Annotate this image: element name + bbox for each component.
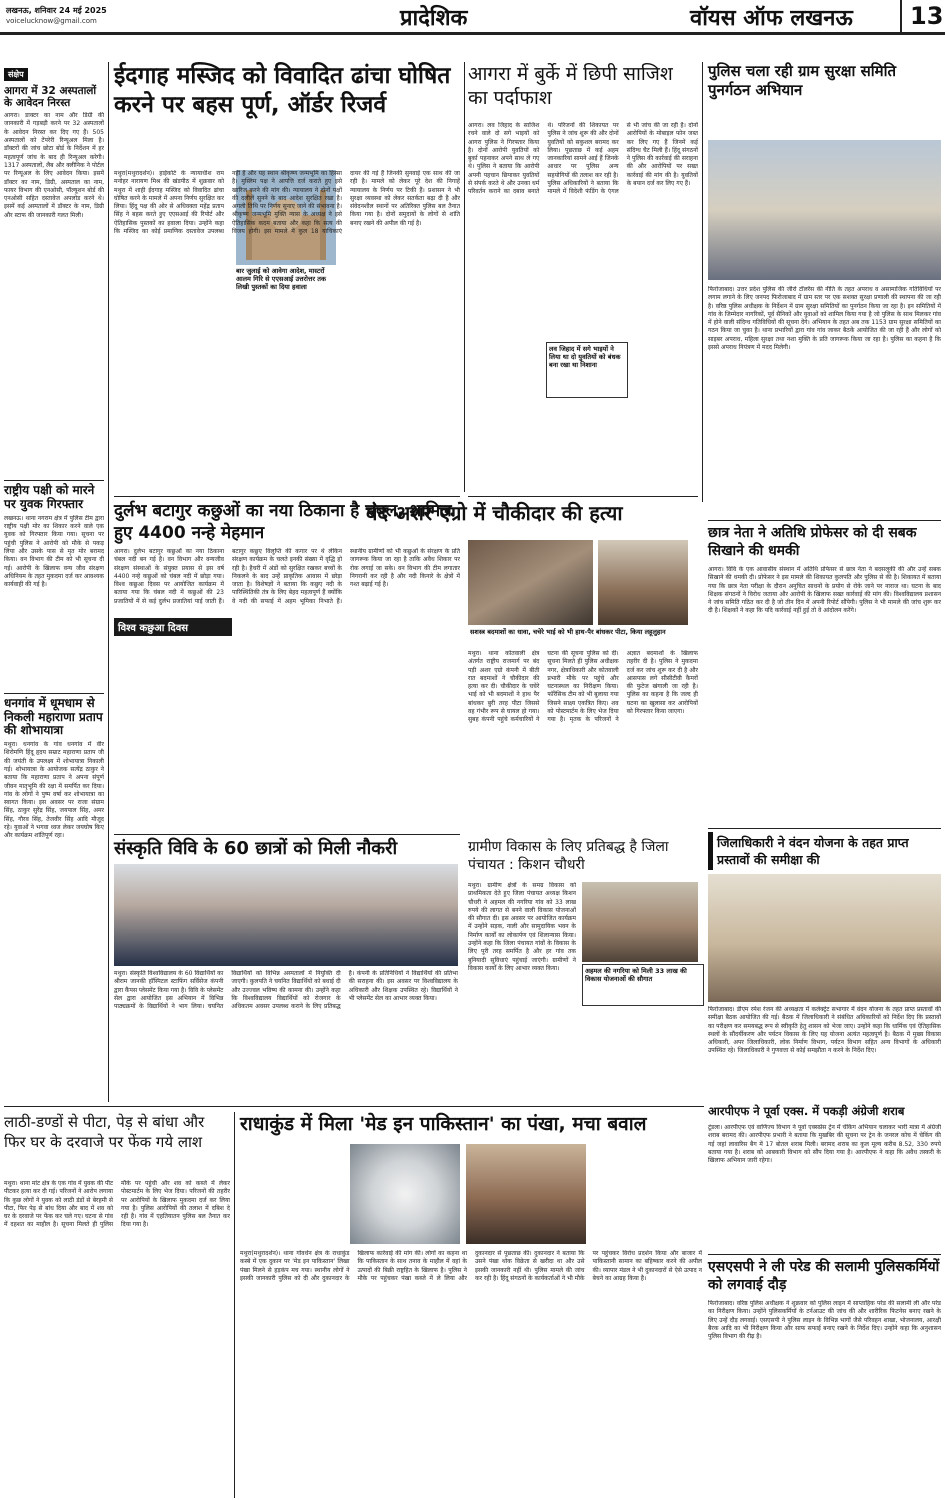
- radhakund-headline: राधाकुंड में मिला 'मेड इन पाकिस्तान' का पंखा, मचा बवाल: [240, 1113, 647, 1135]
- idgah-caption: बार जुलाई को आवेगा आदेश, मास्टरों आलम गिरि से एएसआई उत्तरोत्तर तक लिखी पुस्तकों का दिया हवाला: [236, 267, 326, 291]
- ssp-article: [708, 1258, 941, 1498]
- masthead-rule: [0, 32, 945, 35]
- chowkidar-photo: [468, 540, 593, 625]
- masthead-email: voicelucknow@gmail.com: [6, 17, 97, 25]
- rpf-body: टूंडला। आरपीएफ एवं वाणिज्य विभाग ने पूर्वा एक्सप्रेस ट्रेन में चेकिंग अभियान चलाकर भारी मात्रा में अंग्रेजी शराब बरामद की। आरपीएफ प्रभारी ने बताया कि मुखबिर की सूचना पर ट्रेन के जनरल कोच में चेकिंग की गई जहां लावारिस बैग में 17 बोतल शराब मिली। बरामद शराब का कुल मूल्य करीब 8.52, 330 रुपये बताया गया है। शराब को आबकारी विभाग को सौंप दिया गया है। आरपीएफ ने कहा कि अवैध तस्करी के खिलाफ अभियान जारी रहेगा।: [708, 1124, 941, 1165]
- radhakund-article: [240, 1112, 702, 1498]
- rpf-article: [708, 1104, 941, 1250]
- jiladhikari-photo: [708, 874, 941, 1002]
- brief-headline-3: धनगांव में धूमधाम से निकली महाराणा प्रताप की शोभायात्रा: [4, 695, 103, 738]
- gram-headline: पुलिस चला रही ग्राम सुरक्षा समिति पुनर्गठन अभियान: [708, 62, 897, 99]
- chowkidar-caption: सशस्त्र बदमाशों का धावा, चचेरे भाई को भी हाथ-पैर बांधकर पीटा, किया लहूलुहान: [470, 628, 666, 636]
- page-number: 13: [910, 2, 944, 30]
- rpf-headline: आरपीएफ ने पूर्वा एक्स. में पकड़ी अंग्रेजी शराब: [708, 1104, 905, 1118]
- brief-body-2: लखनऊ। थाना नगराम क्षेत्र में पुलिस टीम द्वारा राष्ट्रीय पक्षी मोर का शिकार करने वाले एक युवक को गिरफ्तार किया गया। सूचना पर पहुंची पुलिस ने आरोपी को मौके से पकड़ लिया और उसके पास से मृत मोर बरामद किया। वन विभाग की टीम को भी सूचना दी गई। आरोपी के खिलाफ वन्य जीव संरक्षण अधिनियम के तहत मुकदमा दर्ज कर आवश्यक कार्यवाही की गई है।: [4, 514, 104, 589]
- idgah-body: मथुरा(मथुरादर्शन)। हाईकोर्ट के न्यायाधीश राम मनोहर नारायण मिश्र की खंडपीठ में शुक्रवार को मथुरा में शाही ईदगाह मस्जिद को विवादित ढांचा घोषित करने के मामले में अपना निर्णय सुरक्षित कर लिया। हिंदू पक्ष की ओर से अधिवक्ता महेंद्र प्रताप सिंह ने बहस करते हुए एएसआई की रिपोर्ट और ऐतिहासिक पुस्तकों का हवाला दिया। उन्होंने कहा कि मस्जिद का कोई प्रमाणिक दस्तावेज उपलब्ध नहीं है और यह स्थान श्रीकृष्ण जन्मभूमि का हिस्सा है। मुस्लिम पक्ष ने आपत्ति दर्ज कराते हुए इसे खारिज करने की मांग की। न्यायालय ने दोनों पक्षों की दलीलें सुनने के बाद आदेश सुरक्षित रखा है। अगली तिथि पर निर्णय सुनाए जाने की संभावना है। श्रीकृष्ण जन्मभूमि मुक्ति न्यास के अध्यक्ष ने इसे ऐतिहासिक कदम बताया और कहा कि सत्य की विजय होगी। इस मामले में कुल 18 याचिकाएं दायर की गई हैं जिनकी सुनवाई एक साथ की जा रही है। मामले को लेकर पूरे देश की निगाहें न्यायालय के निर्णय पर टिकी हैं। प्रशासन ने भी सुरक्षा व्यवस्था को लेकर सतर्कता बढ़ा दी है और संवेदनशील स्थानों पर अतिरिक्त पुलिस बल तैनात किया गया है। दोनों समुदायों के लोगों से शांति बनाए रखने की अपील की गई है।: [114, 170, 460, 236]
- brief-headline-1: आगरा में 32 अस्पतालों के आवेदन निरस्त: [4, 85, 97, 110]
- radhakund-crowd-photo: [466, 1144, 586, 1244]
- radhakund-body: मथुरा(मथुरादर्शन)। थाना गोवर्धन क्षेत्र के राधाकुंड कस्बे में एक दुकान पर 'मेड इन पाकिस्तान' लिखा पंखा मिलने से हड़कंप मच गया। स्थानीय लोगों ने इसकी जानकारी पुलिस को दी और दुकानदार के खिलाफ कार्रवाई की मांग की। लोगों का कहना था कि पाकिस्तान के साथ तनाव के माहौल में वहां के उत्पादों की बिक्री राष्ट्रहित के खिलाफ है। पुलिस ने मौके पर पहुंचकर पंखा कब्जे में ले लिया और दुकानदार से पूछताछ की। दुकानदार ने बताया कि उसने पंखा थोक विक्रेता से खरीदा था और उसे इसकी जानकारी नहीं थी। पुलिस मामले की जांच कर रही है। हिंदू संगठनों के कार्यकर्ताओं ने भी मौके पर पहुंचकर विरोध प्रदर्शन किया और बाजार में पाकिस्तानी सामान का बहिष्कार करने की अपील की। व्यापार मंडल ने भी दुकानदारों से ऐसे उत्पाद न बेचने का आग्रह किया है।: [240, 1250, 702, 1282]
- gram-photo: [708, 140, 941, 280]
- gramin-headline: ग्रामीण विकास के लिए प्रतिबद्ध है जिला पंचायत : किशन चौधरी: [468, 839, 669, 873]
- sanskriti-article: [114, 838, 458, 1102]
- gramin-caption: अहमल की नगरिया को मिली 33 लाख की विकास योजनाओं की सौगात: [582, 964, 704, 1006]
- gram-body: फिरोजाबाद। उत्तर प्रदेश पुलिस की जीरो टॉलरेंस की नीति के तहत अपराध व असामाजिक गतिविधियों पर लगाम लगाने के लिए जनपद फिरोजाबाद में ग्राम स्तर पर एक सशक्त सुरक्षा प्रणाली की स्थापना की जा रही है। वरिष्ठ पुलिस अधीक्षक के निर्देशन में ग्राम सुरक्षा समितियों का पुनर्गठन किया जा रहा है। इन समितियों में गांव के जिम्मेदार नागरिकों, पूर्व सैनिकों और युवाओं को शामिल किया गया है जो पुलिस के साथ मिलकर गांव में होने वाली संदिग्ध गतिविधियों की सूचना देंगे। अभियान के तहत अब तक 1153 ग्राम सुरक्षा समितियों का गठन किया जा चुका है। थाना प्रभारियों द्वारा गांव गांव जाकर बैठकें आयोजित की जा रही हैं और लोगों को साइबर अपराध, महिला सुरक्षा तथा नशा मुक्ति के प्रति जागरूक किया जा रहा है। पुलिस का कहना है कि इससे अपराध नियंत्रण में मदद मिलेगी।: [708, 286, 941, 352]
- ssp-body: फिरोजाबाद। वरिष्ठ पुलिस अधीक्षक ने शुक्रवार को पुलिस लाइन में साप्ताहिक परेड की सलामी ली और परेड का निरीक्षण किया। उन्होंने पुलिसकर्मियों के टर्नआउट की जांच की और शारीरिक फिटनेस बनाए रखने के लिए उन्हें दौड़ लगवाई। एसएसपी ने पुलिस लाइन के विभिन्न भागों जैसे परिवहन शाखा, भोजनालय, आरक्षी बैरक आदि का भी निरीक्षण किया और साफ सफाई बनाए रखने के निर्देश दिए। उन्होंने कहा कि अनुशासन पुलिस विभाग की रीढ़ है।: [708, 1300, 941, 1341]
- chambal-headline: दुर्लभ बटागुर कछुओं का नया ठिकाना है चंबल, शामिल हुए 4400 नन्हे मेहमान: [114, 501, 452, 543]
- brief-body-1: आगरा। डाक्टर का नाम और डिग्री की जानकारी में गड़बड़ी करने पर 32 अस्पतालों के आवेदन निरस्त कर दिए गए हैं। 505 अस्पतालों को टेंपरेरी रिन्यूअल मिला है। डॉक्टरों की जांच छोटा बोर्ड के निर्देशन में हर महत्वपूर्ण जांच के बाद ही रिन्यूअल करेगी। 1317 अस्पतालों, लैब और क्लीनिक ने पोर्टल पर रिन्यूअल के लिए आवेदन किया। इसमें डॉक्टर का नाम, डिग्री, अस्पताल का नाम, फायर विभाग की एनओसी, पॉल्यूशन बोर्ड की एनओसी सहित दस्तावेज अपलोड करने थे। इसमें कई अस्पतालों में डॉक्टर के नाम, डिग्री और स्टाफ की जानकारी गलत मिली।: [4, 112, 104, 219]
- chowkidar-headline: बंद अशर एग्रो में चौकीदार की हत्या: [366, 501, 623, 525]
- lathi-body: मथुरा। थाना मांट क्षेत्र के एक गांव में युवक की पीट पीटकर हत्या कर दी गई। परिजनों ने आरोप लगाया कि कुछ लोगों ने युवक को लाठी डंडों से बेरहमी से पीटा, फिर पेड़ से बांध दिया और बाद में शव को घर के दरवाजे पर फेंक कर चले गए। घटना से गांव में दहशत का माहौल है। सूचना मिलते ही पुलिस मौके पर पहुंची और शव को कब्जे में लेकर पोस्टमार्टम के लिए भेज दिया। परिजनों की तहरीर पर आरोपियों के खिलाफ मुकदमा दर्ज कर लिया गया है। पुलिस आरोपियों की तलाश में दबिश दे रही है। गांव में एहतियातन पुलिस बल तैनात कर दिया गया है।: [4, 1180, 230, 1229]
- brief-tag: संक्षेप: [4, 68, 28, 81]
- chowkidar-body: मथुरा। थाना कोतवाली क्षेत्र अंतर्गत राष्ट्रीय राजमार्ग पर बंद पड़ी अशर एग्रो कंपनी में बीती रात बदमाशों ने चौकीदार की हत्या कर दी। चौकीदार के चचेरे भाई को भी बदमाशों ने हाथ पैर बांधकर बुरी तरह पीटा जिससे वह गंभीर रूप से घायल हो गया। सुबह कंपनी पहुंचे कर्मचारियों ने घटना की सूचना पुलिस को दी। सूचना मिलते ही पुलिस अधीक्षक नगर, क्षेत्राधिकारी और कोतवाली प्रभारी मौके पर पहुंचे और घटनास्थल का निरीक्षण किया। फॉरेंसिक टीम को भी बुलाया गया जिसने साक्ष्य एकत्रित किए। शव को पोस्टमार्टम के लिए भेज दिया गया है। मृतक के परिजनों ने अज्ञात बदमाशों के खिलाफ तहरीर दी है। पुलिस ने मुकदमा दर्ज कर जांच शुरू कर दी है और आसपास लगे सीसीटीवी कैमरों की फुटेज खंगाली जा रही है। पुलिस का कहना है कि जल्द ही घटना का खुलासा कर आरोपियों को गिरफ्तार किया जाएगा।: [468, 650, 698, 724]
- idgah-headline: ईदगाह मस्जिद को विवादित ढांचा घोषित करने पर बहस पूर्ण, ऑर्डर रिजर्व: [114, 63, 451, 118]
- gramin-article: [468, 838, 698, 1102]
- jiladhikari-headline: जिलाधिकारी ने वंदन योजना के तहत प्राप्त प्रस्तावों की समीक्षा की: [708, 832, 941, 870]
- idgah-article: [114, 62, 460, 492]
- chowkidar-article: [360, 500, 698, 830]
- jiladhikari-article: [708, 832, 941, 1102]
- lathi-headline: लाठी-डण्डों से पीटा, पेड़ से बांधा और फिर घर के दरवाजे पर फेंक गये लाश: [4, 1113, 205, 1151]
- chambal-body: आगरा। दुर्लभ बटागुर कछुओं का नया ठिकाना चंबल नदी बन गई है। वन विभाग और वन्यजीव संरक्षण संस्थाओं के संयुक्त प्रयास से इस वर्ष 4400 नन्हे कछुओं को चंबल नदी में छोड़ा गया। विश्व कछुआ दिवस पर आयोजित कार्यक्रम में बताया गया कि चंबल नदी में कछुओं की 23 प्रजातियों में से कई दुर्लभ प्रजातियां पाई जाती हैं। बटागुर कछुए विलुप्ति की कगार पर थे लेकिन संरक्षण कार्यक्रम के चलते इनकी संख्या में वृद्धि हो रही है। हैचरी में अंडों को सुरक्षित रखकर बच्चों के निकलने के बाद उन्हें प्राकृतिक आवास में छोड़ा जाता है। विशेषज्ञों ने बताया कि कछुए नदी के पारिस्थितिकी तंत्र के लिए बेहद महत्वपूर्ण हैं क्योंकि वे नदी की सफाई में अहम भूमिका निभाते हैं। स्थानीय ग्रामीणों को भी कछुओं के संरक्षण के प्रति जागरूक किया जा रहा है ताकि अवैध शिकार पर रोक लगाई जा सके। वन विभाग की टीम लगातार निगरानी कर रही है और नदी किनारे के क्षेत्रों में गश्त बढ़ाई गई है।: [114, 548, 460, 605]
- chhatra-article: [708, 524, 941, 824]
- ssp-headline: एसएसपी ने ली परेड की सलामी पुलिसकर्मियों को लगवाई दौड़: [708, 1259, 940, 1293]
- section-title: प्रादेशिक: [400, 5, 468, 31]
- gramin-body: मथुरा। ग्रामीण क्षेत्रों के समग्र विकास को प्राथमिकता देते हुए जिला पंचायत अध्यक्ष किशन चौधरी ने अहमल की नगरिया गांव को 33 लाख रुपये की लागत से बनने वाली विकास योजनाओं की सौगात दी। इस अवसर पर आयोजित कार्यक्रम में उन्होंने सड़क, नाली और सामुदायिक भवन के निर्माण कार्यों का लोकार्पण एवं शिलान्यास किया। उन्होंने कहा कि जिला पंचायत गांवों के विकास के लिए पूरी तरह समर्पित है और हर गांव तक बुनियादी सुविधाएं पहुंचाई जाएंगी। ग्रामीणों ने विकास कार्यों के लिए आभार व्यक्त किया।: [468, 882, 576, 972]
- gram-article: [708, 62, 941, 517]
- chambal-box-label: विश्व कछुआ दिवस: [114, 618, 232, 636]
- agra-headline: आगरा में बुर्के में छिपी साजिश का पर्दाफाश: [468, 63, 673, 109]
- sanskriti-headline: संस्कृति विवि के 60 छात्रों को मिली नौकरी: [114, 838, 398, 859]
- chhatra-headline: छात्र नेता ने अतिथि प्रोफेसर को दी सबक सिखाने की धमकी: [708, 525, 917, 559]
- agra-article: [468, 62, 698, 492]
- chhatra-body: आगरा। विवि के एक आवासीय संस्थान में अतिथि प्रोफेसर से छात्र नेता ने बदसलूकी की और उन्हें सबक सिखाने की धमकी दी। प्रोफेसर ने इस मामले की शिकायत कुलपति और पुलिस से की है। शिकायत में बताया गया कि छात्र नेता परीक्षा के दौरान अनुचित साधनों के प्रयोग से रोके जाने पर नाराज था। घटना के बाद शिक्षक संगठनों ने विरोध जताया और आरोपी के खिलाफ सख्त कार्रवाई की मांग की। विश्वविद्यालय प्रशासन ने जांच समिति गठित कर दी है जो तीन दिन में अपनी रिपोर्ट सौंपेगी। पुलिस ने भी मामले की जांच शुरू कर दी है। शिक्षकों ने कहा कि यदि कार्रवाई नहीं हुई तो वे आंदोलन करेंगे।: [708, 566, 941, 615]
- masthead-date: लखनऊ, शनिवार 24 मई 2025: [6, 6, 107, 15]
- sanskriti-body: मथुरा। संस्कृति विश्वविद्यालय के 60 विद्यार्थियों का श्रीराम जानकी हॉस्पिटल स्टाफिंग सर्विसेज कंपनी द्वारा कैंपस प्लेसमेंट किया गया है। विवि के प्लेसमेंट सेल द्वारा आयोजित इस अभियान में विभिन्न पाठ्यक्रमों के विद्यार्थियों ने भाग लिया। चयनित विद्यार्थियों को विभिन्न अस्पतालों में नियुक्ति दी जाएगी। कुलपति ने चयनित विद्यार्थियों को बधाई दी और उज्ज्वल भविष्य की कामना की। उन्होंने कहा कि विश्वविद्यालय विद्यार्थियों को रोजगार के अधिकतम अवसर उपलब्ध कराने के लिए प्रतिबद्ध है। कंपनी के प्रतिनिधियों ने विद्यार्थियों की प्रतिभा की सराहना की। इस अवसर पर विश्वविद्यालय के अधिकारी और शिक्षक उपस्थित रहे। विद्यार्थियों ने भी प्लेसमेंट सेल का आभार व्यक्त किया।: [114, 970, 458, 1011]
- radhakund-fan-photo: [350, 1144, 460, 1244]
- victim-photo: [598, 540, 688, 625]
- brief-column: [4, 62, 104, 1102]
- brief-headline-2: राष्ट्रीय पक्षी को मारने पर युवक गिरफ्तार: [4, 483, 95, 511]
- agra-body: आगरा। लव जिहाद के साजिश रचने वाले दो सगे भाइयों को आगरा पुलिस ने गिरफ्तार किया है। दोनों आरोपी युवतियों को बुर्का पहनाकर अपने साथ ले गए थे। पुलिस ने बताया कि आरोपी अपनी पहचान छिपाकर युवतियों से संपर्क करते थे और उनका धर्म परिवर्तन कराने का दबाव बनाते थे। परिजनों की शिकायत पर पुलिस ने जांच शुरू की और दोनों युवतियों को सकुशल बरामद कर लिया। पूछताछ में कई अहम जानकारियां सामने आई हैं जिनके आधार पर पुलिस अन्य सहयोगियों की तलाश कर रही है। पुलिस अधिकारियों ने बताया कि मामले में विदेशी फंडिंग के एंगल से भी जांच की जा रही है। दोनों आरोपियों के मोबाइल फोन जब्त कर लिए गए हैं जिनमें कई संदिग्ध चैट मिली हैं। हिंदू संगठनों ने पुलिस की कार्रवाई की सराहना की और आरोपियों पर सख्त कार्रवाई की मांग की है। युवतियों के बयान दर्ज कर लिए गए हैं।: [468, 122, 698, 196]
- agra-caption: लव जिहाद में सगे भाइयों ने लिया था दो युवतियों को बंधक बना रखा था निशाना: [546, 342, 628, 398]
- masthead: [0, 0, 945, 40]
- brief-body-3: मथुरा। धनगांव के गांव धनगांव में वीर शिरोमणि हिंदू हृदय सम्राट महाराणा प्रताप जी की जयंती के उपलक्ष्य में शोभायात्रा निकाली गई। शोभायात्रा के आयोजक सत्येंद्र ठाकुर ने बताया कि महाराणा प्रताप ने अपना संपूर्ण जीवन मातृभूमि की रक्षा में समर्पित कर दिया। गांव के लोगों ने पुष्प वर्षा कर शोभायात्रा का स्वागत किया। इस अवसर पर राजा संग्राम सिंह, ठाकुर सुरेंद्र सिंह, जयपाल सिंह, अमर सिंह, गौरव सिंह, तेजवीर सिंह आदि मौजूद रहे। युवाओं ने भगवा ध्वज लेकर जयघोष किए और कार्यक्रम शांतिपूर्ण रहा।: [4, 741, 104, 840]
- gramin-photo: [582, 882, 698, 962]
- sanskriti-photo: [114, 864, 458, 966]
- jiladhikari-body: फिरोजाबाद। डीएम रमेश रंजन की अध्यक्षता में कलेक्ट्रेट सभागार में वंदन योजना के तहत प्राप्त प्रस्तावों की समीक्षा बैठक आयोजित की गई। बैठक में जिलाधिकारी ने संबंधित अधिकारियों को निर्देश दिए कि प्रस्तावों का परीक्षण कर समयबद्ध रूप से स्वीकृति हेतु शासन को भेजा जाए। उन्होंने कहा कि धार्मिक एवं ऐतिहासिक स्थलों के सौंदर्यीकरण और पर्यटन विकास के लिए यह योजना अत्यंत महत्वपूर्ण है। बैठक में मुख्य विकास अधिकारी, अपर जिलाधिकारी, लोक निर्माण विभाग, पर्यटन विभाग सहित अन्य विभागों के अधिकारी उपस्थित रहे। जिलाधिकारी ने गुणवत्ता से कोई समझौता न करने के निर्देश दिए।: [708, 1006, 941, 1055]
- lathi-article: [4, 1112, 230, 1498]
- paper-name: वॉयस ऑफ लखनऊ: [690, 5, 853, 31]
